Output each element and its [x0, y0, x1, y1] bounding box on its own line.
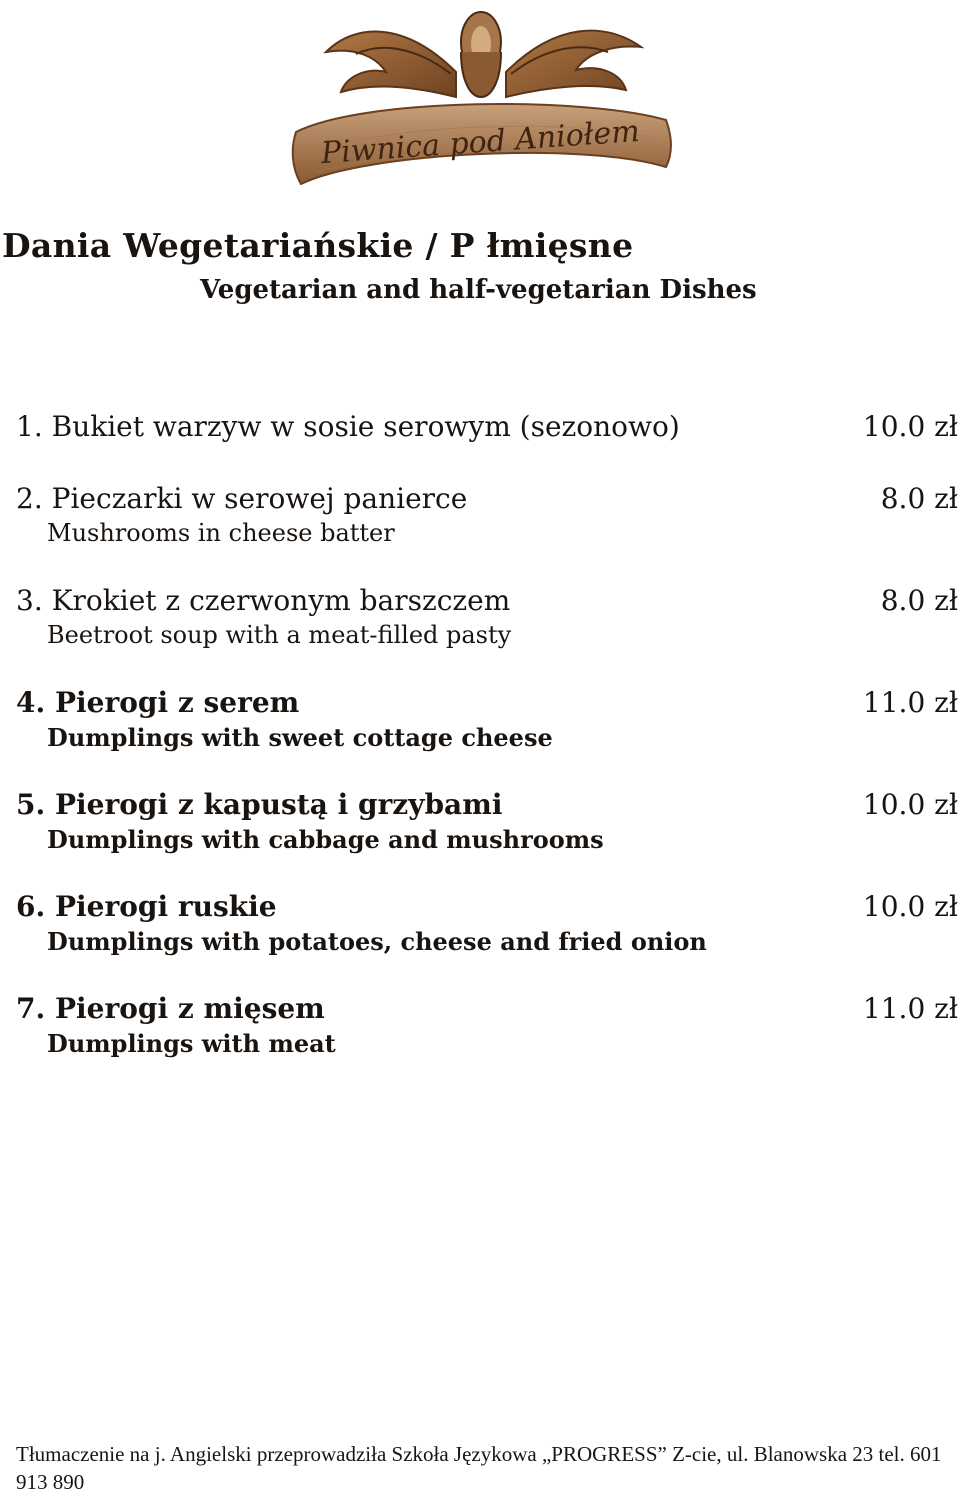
menu-item-polish-name: 7. Pierogi z mięsem [16, 992, 325, 1025]
menu-item-english-name: Mushrooms in cheese batter [47, 519, 395, 547]
menu-item [0, 410, 960, 443]
menu-item-price: 11.0 zł [862, 992, 958, 1025]
menu-item-polish-name: 2. Pieczarki w serowej panierce [16, 482, 468, 515]
menu-item-english-name: Dumplings with sweet cottage cheese [47, 723, 553, 752]
menu-item-polish-name: 3. Krokiet z czerwonym barszczem [16, 584, 511, 617]
menu-item-polish-name: 4. Pierogi z serem [16, 686, 300, 719]
menu-item [0, 584, 960, 649]
menu-item-price: 10.0 zł [862, 788, 958, 821]
menu-item-polish-name: 1. Bukiet warzyw w sosie serowym (sezonowo) [16, 410, 680, 443]
menu-item-polish-name: 6. Pierogi ruskie [16, 890, 277, 923]
carved-angel-sign-image [286, 2, 676, 188]
menu-item-english-name: Dumplings with meat [47, 1029, 336, 1058]
menu-item-english-name: Dumplings with cabbage and mushrooms [47, 825, 604, 854]
menu-item [0, 890, 960, 956]
menu-item-price: 10.0 zł [862, 890, 958, 923]
menu-item-price: 8.0 zł [880, 482, 958, 515]
menu-item-price: 8.0 zł [880, 584, 958, 617]
page-title: Dania Wegetariańskie / P łmięsne [2, 226, 634, 265]
page-subtitle: Vegetarian and half-vegetarian Dishes [200, 275, 757, 305]
menu-item-english-name: Beetroot soup with a meat-filled pasty [47, 621, 512, 649]
restaurant-logo [286, 2, 676, 188]
menu-item-price: 10.0 zł [862, 410, 958, 443]
translation-credit-footer: Tłumaczenie na j. Angielski przeprowadziła Szkoła Językowa „PROGRESS” Z-cie, ul. Blanowska 23 tel. 601 913 890 [16, 1442, 942, 1494]
menu-item [0, 686, 960, 752]
menu-item [0, 992, 960, 1058]
menu-item [0, 482, 960, 547]
menu-item-polish-name: 5. Pierogi z kapustą i grzybami [16, 788, 503, 821]
menu-item [0, 788, 960, 854]
menu-item-price: 11.0 zł [862, 686, 958, 719]
menu-item-english-name: Dumplings with potatoes, cheese and fried onion [47, 927, 707, 956]
logo-lettering: Piwnica pod Aniołem [319, 113, 641, 172]
